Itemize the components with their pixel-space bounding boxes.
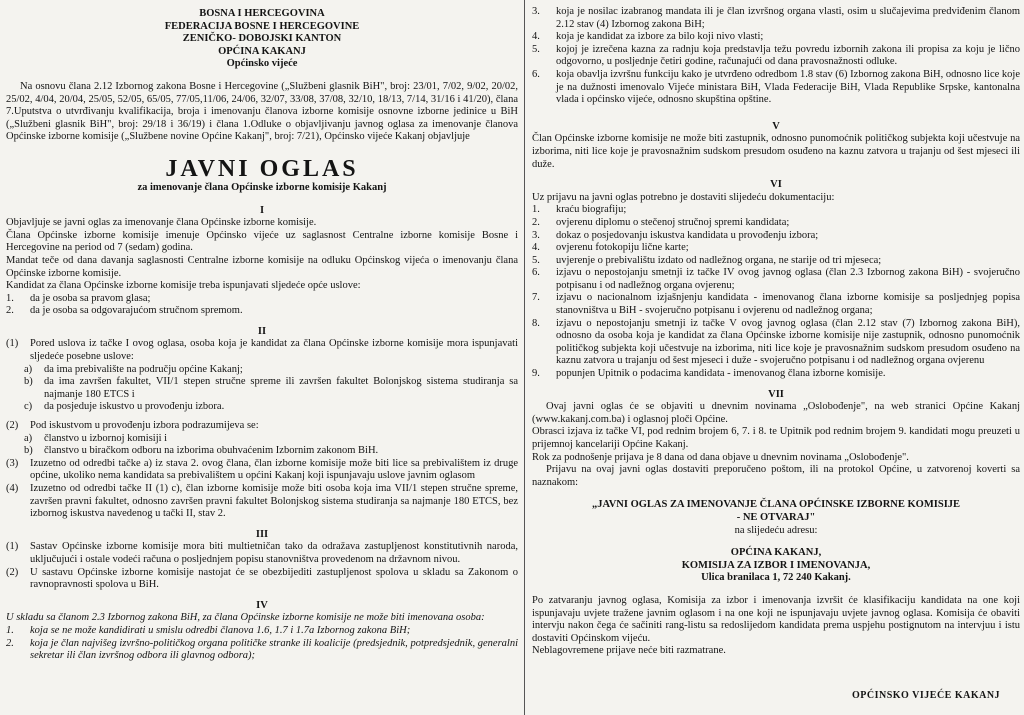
section-7-paragraph-3: Rok za podnošenje prijava je 8 dana od dana objave u dnevnim novinama „Oslobođenje".: [532, 451, 909, 463]
envelope-label: [532, 499, 1020, 585]
closing-paragraph-1: Po zatvaranju javnog oglasa, Komisija za izbor i imenovanja izvršit će klasifikaciju kandidata na one koji ispunjavaju uvjete tražene javnim oglasom i na one koji ne ispunjavaju uvjete javnog oglasa. Komisija će obaviti intervju nakon čega će sačiniti rang-listu sa redoslijedom kandidata prema uspjehu postignutom na intervjuu i istu dostaviti Općinskom vijeću.: [532, 594, 1020, 644]
list-item: 6. izjavu o nepostojanju smetnji iz tačke IV ovog javnog oglasa (član 2.3 Izbornog zakona BiH) - svojeručno potpisanu i od nadležnog organa ovjerenu;: [532, 267, 1020, 291]
section-1-paragraph-4: Kandidat za člana Općinske izborne komisije treba ispunjavati sljedeće opće uslove:: [6, 280, 361, 292]
right-column: [532, 6, 1020, 658]
section-5-paragraph-1: Član Općinske izborne komisije ne može biti zastupnik, odnosno punomoćnik političkog subjekta koji učestvuje na izborima, niti lice koje je pravosnažnim sudskom presudom osuđeno na kaznu zatvora u trajanju od šest mjeseci ili duže.: [532, 133, 1020, 170]
list-item: 4. koja je kandidat za izbore za bilo koji nivo vlasti;: [532, 31, 764, 43]
list-item: 7. izjavu o nacionalnom izjašnjenju kandidata - imenovanog člana izborne komisije sa posljednjeg popisa stanovništva u BiH - svojeručno potpisanu i ovjerenu od nadležnog organa;: [532, 292, 1020, 317]
column-divider: [524, 0, 525, 715]
document-title: JAVNI OGLAS: [165, 155, 359, 182]
section-1-paragraph-3: Mandat teče od dana davanja saglasnosti Centralne izborne komisije na odluku Općinskog vijeća o imenovanju člana Općinske izborne komisije.: [6, 254, 518, 279]
closing-paragraph-2: Neblagovremene prijave neće biti razmatrane.: [532, 645, 726, 657]
list-item: 5. kojoj je izrečena kazna za radnju koja predstavlja težu povredu izbornih zakona ili propisa za koju je lično odgovorno, u posljednje četiri godine, računajući od dana pravosnažnosti odluke.: [532, 43, 1020, 68]
section-7-paragraph-1: Ovaj javni oglas će se objaviti u dnevnim novinama „Oslobođenje", na web stranici Općine Kakanj (www.kakanj.com.ba) i oglasnoj ploči Općine.: [532, 401, 1020, 425]
envelope-line-3: na slijedeću adresu:: [734, 524, 818, 536]
list-item: a) da ima prebivalište na području općine Kakanj;: [24, 363, 243, 375]
list-item: 2. koja je član najvišeg izvršno-političkog organa političke stranke ili koalicije (predsjednik, potpredsjednik, generalni sekretar ili član izvršnog odbora ili glavnog odbora);: [6, 637, 518, 662]
intro-paragraph: Na osnovu člana 2.12 Izbornog zakona Bosne i Hercegovine („Službeni glasnik BiH", broj: 23/01, 7/02, 9/02, 20/02, 25/02, 4/04, 20/04, 25/05, 52/05, 65/05, 77/05,11/06, 24/06, 32/07, 33/08, 37/08, 32/10, 18/13, 7/14, 31/16 i 41/20), člana 7.Uputstva o utvrđivanju kvalifikacija, broja i imenovanju članova izborne komisije osnovne izborne jedinice u BiH („Službeni glasnik BiH", broj: 29/18 i 36/19) i člana 1.Odluke o objavljivanju javnog oglasa za imenovanje članova Općinske izborne komisije („Službene novine Općine Kakanj", broj: 7/21), Općinsko vijeće Kakanj objavljuje: [6, 80, 518, 143]
header-line-federation: FEDERACIJA BOSNE I HERCEGOVINE: [164, 20, 360, 32]
section-2-paragraph-2: (2) Pod iskustvom u provođenju izbora podrazumijeva se:: [6, 420, 259, 432]
section-7-number: VII: [768, 388, 784, 400]
envelope-line-2: - NE OTVARAJ": [736, 511, 816, 523]
list-item: 6. koja obavlja izvršnu funkciju kako je utvrđeno odredbom 1.8 stav (6) Izbornog zakona BiH, odnosno lice koje je na dužnosti imenovalo Vijeće ministara BiH, Vlada Federacije BiH, Vlada Republike Srpske, kantonalna vlada i općinsko vijeće, odnosno skupština opštine.: [532, 68, 1020, 106]
section-2-paragraph-1: (1) Pored uslova iz tačke I ovog oglasa, osoba koja je kandidat za člana Općinske izborne komisije mora ispunjavati sljedeće posebne uslove:: [6, 338, 518, 363]
list-item: 1. kraću biografiju;: [532, 204, 627, 216]
address-line-3: Ulica branilaca 1, 72 240 Kakanj.: [701, 572, 851, 584]
list-item: c) da posjeduje iskustvo u provođenju izbora.: [24, 401, 225, 413]
address-line-1: OPĆINA KAKANJ,: [730, 547, 822, 559]
section-6-paragraph-1: Uz prijavu na javni oglas potrebno je dostaviti slijedeću dokumentaciju:: [532, 191, 835, 203]
header-line-council: Općinsko vijeće: [226, 58, 298, 70]
section-3-number: III: [255, 528, 269, 540]
section-1-number: I: [259, 204, 265, 216]
section-4-number: IV: [256, 599, 268, 611]
list-item: 2. ovjerenu diplomu o stečenoj stručnoj spremi kandidata;: [532, 216, 790, 228]
list-item: 3. dokaz o posjedovanju iskustva kandidata u provođenju izbora;: [532, 229, 819, 241]
signature-line: OPĆINSKO VIJEĆE KAKANJ: [852, 690, 1001, 701]
section-2-paragraph-4: (4) Izuzetno od odredbi tačke II (1) c), član izborne komisije može biti osoba koja ima VII/1 stepen stručne spreme, završen pravni fakultet, odnosno završen pravni fakultet Bolonjskog sistema studiranja sa najmanje 180 ETCS, bez izbornog iskustva navedenog u tački II, stav 2.: [6, 483, 518, 520]
list-item: 4. ovjerenu fotokopiju lične karte;: [532, 242, 689, 254]
list-item: a) članstvo u izbornoj komisiji i: [24, 432, 168, 444]
list-item: 2. da je osoba sa odgovarajućom stručnom spremom.: [6, 305, 243, 317]
list-item: 9. popunjen Upitnik o podacima kandidata - imenovanog člana izborne komisije.: [532, 368, 886, 380]
section-3-paragraph-1: (1) Sastav Općinske izborne komisije mora biti multietničan tako da odražava zastupljenost konstitutivnih naroda, uključujući i ostale vodeći računa o posljednjem popisu stanovništva provedenom na državnom nivou.: [6, 541, 518, 565]
list-item: 1. koja se ne može kandidirati u smislu odredbi članova 1.6, 1.7 i 1.7a Izbornog zakona BiH;: [6, 624, 411, 636]
header-line-municipality: OPĆINA KAKANJ: [218, 45, 306, 57]
envelope-line-1: „JAVNI OGLAS ZA IMENOVANJE ČLANA OPĆINSKE IZBORNE KOMISIJE: [591, 499, 961, 511]
list-item: 3. koja je nosilac izabranog mandata ili je član izvršnog organa vlasti, osim u slučajevima predviđenim članom 2.12 stav (4) Izbornog zakona BiH;: [532, 6, 1020, 30]
list-item: b) članstvo u biračkom odboru na izborima obuhvaćenim Izbornim zakonom BiH.: [24, 445, 379, 457]
list-item: 5. uvjerenje o prebivalištu izdato od nadležnog organa, ne starije od tri mjeseca;: [532, 254, 882, 266]
address-line-2: KOMISIJA ZA IZBOR I IMENOVANJA,: [681, 559, 871, 571]
section-1-paragraph-2: Člana Općinske izborne komisije imenuje Općinsko vijeće uz saglasnost Centralne izborne komisije Bosne i Hercegovine na period od 7 (sedam) godina.: [6, 229, 518, 254]
header-line-country: BOSNA I HERCEGOVINA: [199, 8, 325, 19]
section-7-paragraph-2: Obrasci izjava iz tačke VI, pod rednim brojem 6, 7. i 8. te Upitnik pod rednim brojem 9. kandidati mogu preuzeti u prijemnoj kancelariji Općine Kakanj.: [532, 426, 1020, 450]
section-4-paragraph-1: U skladu sa članom 2.3 Izbornog zakona BiH, za člana Općinske izborne komisije ne može biti imenovana osoba:: [6, 612, 485, 624]
document-header: [6, 8, 518, 71]
section-2-paragraph-3: (3) Izuzetno od odredbi tačke a) iz stava 2. ovog člana, član izborne komisije može biti lice sa prebivalištem iz druge općine, ukoliko nema kandidata sa prebivalištem u općini Kakanj koji ispunjavaju uslove javnim oglasom: [6, 457, 518, 482]
left-column: [6, 8, 518, 663]
list-item: 1. da je osoba sa pravom glasa;: [6, 292, 151, 304]
section-2-number: II: [257, 325, 267, 337]
list-item: b) da ima završen fakultet, VII/1 stepen stručne spreme ili završen fakultet Bolonjskog sistema studiranja sa najmanje 180 ETCS i: [24, 376, 518, 400]
section-1-paragraph-1: Objavljuje se javni oglas za imenovanje člana Općinske izborne komisije.: [6, 217, 317, 229]
header-line-canton: ZENIČKO- DOBOJSKI KANTON: [182, 33, 342, 45]
section-6-number: VI: [770, 179, 782, 191]
list-item: 8. izjavu o nepostojanju smetnji iz tačke V ovog javnog oglasa (član 2.12 stav (7) Izbornog zakona BiH), odnosno da osoba koja je kandidat za člana Općinske izborne komisije nije zastupnik, odnosno punomoćnik političkog subjekta koji učestvuje na izborima, niti lice koje je pravosnažnim sudskom presudom osuđeno na kaznu zatvora u trajanju od šest mjeseci i duže - svojeručno potpisanu i od nadležnog organa ovjerenu: [532, 317, 1020, 367]
section-7-paragraph-4: Prijavu na ovaj javni oglas dostaviti preporučeno poštom, ili na protokol Općine, u zatvorenoj koverti sa naznakom:: [532, 464, 1020, 488]
section-3-paragraph-2: (2) U sastavu Općinske izborne komisije nastojat će se obezbijediti zastupljenost spolova u skladu sa Zakonom o ravnopravnosti spolova u BiH.: [6, 566, 518, 591]
section-5-number: V: [772, 120, 780, 132]
document-subtitle: za imenovanje člana Općinske izborne komisije Kakanj: [137, 181, 387, 193]
